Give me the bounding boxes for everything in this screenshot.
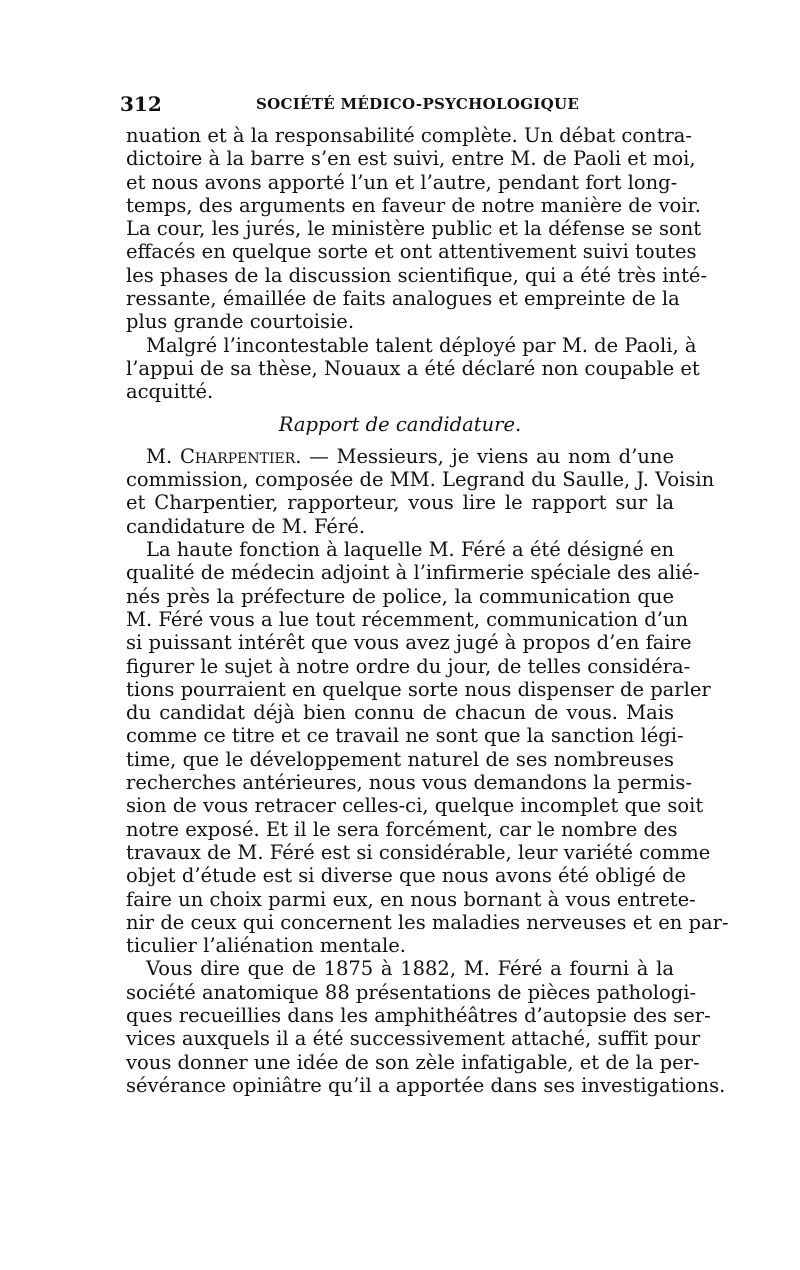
paragraph-5 [126,957,726,1097]
text-line: les phases de la discussion scientifique, qui a été très inté- [126,263,708,287]
text-line: nés près la préfecture de police, la communication que [126,584,674,608]
paragraph-2 [126,333,700,404]
paragraph-4 [126,538,729,958]
paragraph-1 [126,124,708,334]
text-line: du candidat déjà bien connu de chacun de vous. Mais [126,701,674,725]
text-line: commission, composée de MM. Legrand du Saulle, J. Voisin [126,468,715,492]
text-line: plus grande courtoisie. [126,310,355,334]
text-line: société anatomique 88 présentations de pièces pathologi- [126,980,697,1004]
text-line: candidature de M. Féré. [126,514,366,538]
text-line: et nous avons apporté l’un et l’autre, pendant fort long- [126,170,678,194]
text-line: qualité de médecin adjoint à l’infirmerie spéciale des alié- [126,561,700,585]
text-line: comme ce titre et ce travail ne sont que la sanction légi- [126,724,684,748]
text-line: tions pourraient en quelque sorte nous dispenser de parler [126,677,711,701]
text-line: effacés en quelque sorte et ont attentivement suivi toutes [126,240,697,264]
speech-start: — Messieurs, je viens au nom d’une [301,444,675,468]
text-line: nir de ceux qui concernent les maladies nerveuses et en par- [126,910,729,934]
text-line: dictoire à la barre s’en est suivi, entre M. de Paoli et moi, [126,147,696,171]
text-line: La cour, les jurés, le ministère public et la défense se sont [126,217,702,241]
page-number: 312 [120,92,162,116]
text-line: Vous dire que de 1875 à 1882, M. Féré a fourni à la [146,957,674,981]
text-line: si puissant intérêt que vous avez jugé à propos d’en faire [126,631,692,655]
text-line: Malgré l’incontestable talent déployé par M. de Paoli, à [146,333,697,357]
speaker-prefix: M. [146,444,180,468]
text-line: objet d’étude est si diverse que nous avons été obligé de [126,864,687,888]
section-heading: Rapport de candidature. [278,412,522,436]
text-line: ressante, émaillée de faits analogues et empreinte de la [126,287,680,311]
text-line [126,445,674,468]
text-line: temps, des arguments en faveur de notre manière de voir. [126,193,701,217]
text-line: figurer le sujet à notre ordre du jour, de telles considéra- [126,654,691,678]
text-line: time, que le développement naturel de ses nombreuses [126,747,674,771]
paragraph-3 [126,444,715,538]
text-line: nuation et à la responsabilité complète. Un débat contra- [126,124,692,147]
text-line: sion de vous retracer celles-ci, quelque incomplet que soit [126,794,704,818]
text-line: et Charpentier, rapporteur, vous lire le rapport sur la [126,491,674,515]
text-line: notre exposé. Et il le sera forcément, car le nombre des [126,817,678,841]
text-line: La haute fonction à laquelle M. Féré a été désigné en [146,538,675,562]
text-line: M. Féré vous a lue tout récemment, communication d’un [126,607,689,631]
text-line: sévérance opiniâtre qu’il a apportée dans ses investigations. [126,1073,726,1097]
text-line: travaux de M. Féré est si considérable, leur variété comme [126,840,711,864]
text-line: recherches antérieures, nous vous demandons la permis- [126,771,692,795]
page-body [126,124,729,1097]
text-line: faire un choix parmi eux, en nous bornant à vous entrete- [126,887,696,911]
page-header [120,92,674,118]
text-line: ques recueillies dans les amphithéâtres d’autopsie des ser- [126,1003,711,1027]
speaker-name: Charpentier. [179,444,302,468]
text-line: l’appui de sa thèse, Nouaux a été déclaré non coupable et [126,356,700,380]
running-title: SOCIÉTÉ MÉDICO-PSYCHOLOGIQUE [256,95,580,113]
text-line: vous donner une idée de son zèle infatigable, et de la per- [126,1050,700,1074]
text-line: vices auxquels il a été successivement attaché, suffit pour [126,1027,701,1051]
text-line: ticulier l’aliénation mentale. [126,934,406,958]
text-line: acquitté. [126,380,214,404]
